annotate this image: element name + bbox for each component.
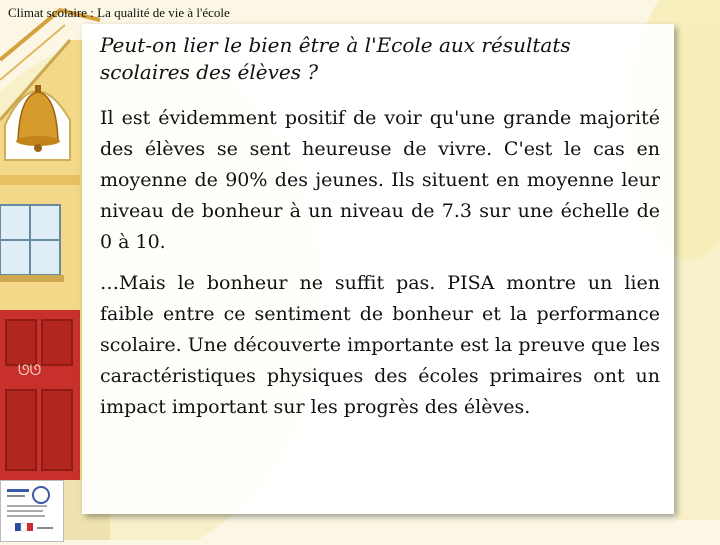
door-icon <box>0 310 80 480</box>
slide-header: Climat scolaire : La qualité de vie à l'école <box>8 5 230 20</box>
paragraph-2: …Mais le bonheur ne suffit pas. PISA montre un lien faible entre ce sentiment de bonheur et la performance scolaire. Une découverte importante est la preuve que les caractéristiques physiques des écoles primaires ont un impact important sur les progrès des élèves. <box>100 272 660 418</box>
svg-text:ᘎᘎ: ᘎᘎ <box>18 363 42 379</box>
ministry-logo-icon <box>0 480 64 542</box>
paragraph-1: Il est évidemment positif de voir qu'une grande majorité des élèves se sent heureuse de vivre. C'est le cas en moyenne de 90% des jeunes. Ils situent en moyenne leur niveau de bonheur à un niveau de 7.3 sur une échelle de 0 à 10. <box>100 107 660 253</box>
window-icon <box>0 205 64 282</box>
slide-title: Peut-on lier le bien être à l'Ecole aux résultats scolaires des élèves ? <box>100 33 571 84</box>
